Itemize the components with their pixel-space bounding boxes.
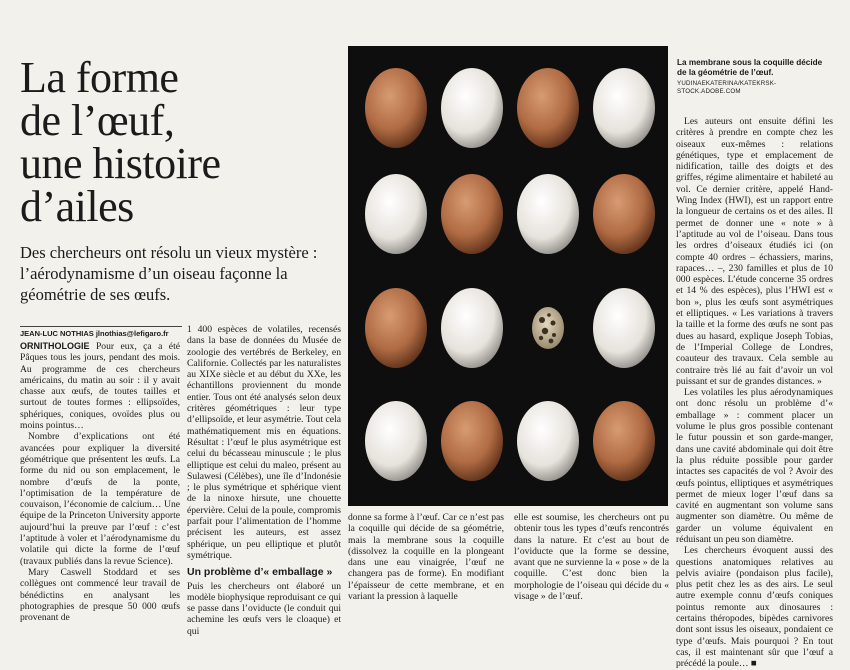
paragraph: Puis les chercheurs ont élaboré un modèle biophysique reproduisant ce qui se passe dans l’oviducte (le conduit qui achemine les œufs vers le cloaque) et qui — [187, 580, 341, 637]
article-column-2 — [187, 324, 341, 637]
brown-egg — [593, 401, 655, 481]
quail-egg-speckle — [539, 317, 545, 323]
paragraph: Les chercheurs évoquent aussi des questions anatomiques relatives au pelvis aviaire (pondaison plus facile), plus petit chez les as des airs. Le seul autre exemple connu d’œufs coniques pointus remonte aux dinosaures : certains théropodes, bipèdes carnivores dont sont issus les oiseaux, pondaient ce type d’œufs. Mais pourquoi ? En tout cas, il est maintenant sûr que l’œuf a précédé la poule… ■ — [676, 545, 833, 670]
white-egg — [441, 68, 503, 148]
paragraph: Nombre d’explications ont été avancées pour expliquer la diversité géométrique que présentent les œufs. La forme du nid ou son emplacement, le nombre d’œufs de la ponte, l’optimisation de la température de couvaison, l’économie de calcium… Une équipe de la Princeton University apporte aujourd’hui la preuve par l’œuf : c’est l’aptitude à voler et l’aérodynamisme du volatile qui dicte la forme de l’œuf (travaux publiés dans la revue Science). — [20, 431, 180, 567]
paragraph-text: Pour eux, ça a été Pâques tous les jours, pendant des mois. Au programme de ces chercheurs américains, du matin au soir : il y avait chasse aux œufs, de toutes tailles et surtout de toutes formes : ellipsoïdes, sphériques, coniques, ovoïdes plus ou moins pointus… — [20, 341, 180, 432]
headline-line: La forme — [20, 53, 179, 102]
quail-egg-speckle — [542, 328, 548, 334]
brown-egg — [365, 68, 427, 148]
article-column-1 — [20, 341, 180, 623]
white-egg — [365, 174, 427, 254]
eggs-photo — [348, 46, 668, 506]
headline-line: de l’œuf, — [20, 96, 175, 145]
paragraph: Les volatiles les plus aérodynamiques ont donc résolu un problème d’« emballage » : comment placer un volume le plus gros possible contenant le futur poussin et son garde-manger, dans une cavité abdominale qui doit être la plus réduite possible pour garder intactes ses capacités de vol ? Avoir des œufs pointus, elliptiques et asymétriques permet de mieux loger l’œuf dans sa cavité en augmentant son volume sans augmenter son diamètre. Ou même de garder un volume équivalent en réduisant un peu son diamètre. — [676, 387, 833, 545]
article-column-3 — [348, 512, 504, 602]
eggs-illustration — [348, 46, 668, 506]
brown-egg — [517, 68, 579, 148]
kicker: ORNITHOLOGIE — [20, 341, 90, 351]
quail-egg-speckle — [551, 321, 556, 326]
subheading: Un problème d’« emballage » — [187, 566, 333, 579]
caption-credit: YUDINAEKATERINA/KATEKRSK-STOCK.ADOBE.COM — [677, 80, 777, 95]
quail-egg-speckle — [552, 333, 556, 337]
quail-egg-speckle — [549, 339, 554, 344]
article-column-5 — [676, 116, 833, 670]
white-egg — [517, 401, 579, 481]
photo-caption — [677, 58, 832, 96]
paragraph: Les auteurs ont ensuite défini les critères à prendre en compte chez les oiseaux eux-mêmes : relations génétiques, type et emplacement de nidification, taille des doigts et des griffes, régime alimentaire et habileté au vol. Ce dernier critère, appelé Hand-Wing Index (HWI), est un rapport entre la longueur de certains os et des ailes. Il permet de donner une « note » à l’aptitude au vol de l’oiseau. Dans tous les ordres d’oiseaux étudiés ici (on compte 40 ordres – échassiers, marins, rapaces… –, 230 familles et plus de 10 000 espèces. L’étude concerne 35 ordres et 14 % des espèces), plus l’HWI est « bon », plus les œufs sont asymétriques et elliptiques. « Les variations à travers la taille et la forme des œufs ne sont pas dues au hasard, explique Joseph Tobias, de l’Imperial College de Londres, coauteur des travaux. Cela semble au contraire très lié au fait d’avoir un vol puissant et sur de grandes distances. » — [676, 116, 833, 387]
brown-egg — [441, 174, 503, 254]
quail-egg — [532, 307, 564, 349]
paragraph: 1 400 espèces de volatiles, recensés dans la base de données du Musée de zoologie des vertébrés de Berkeley, en Californie. Collectés par les naturalistes au XIXe siècle et au début du XXe, les échantillons proviennent du monde entier. Tous ont été analysés selon deux critères géométriques : leur type d’ellipsoïde, et leur asymétrie. Tout cela mathématiquement mis en équations. Résultat : l’œuf le plus asymétrique est celui du bécasseau minuscule ; le plus elliptique est celui du maleo, présent au Sulawesi (Célèbes), une île d’Indonésie ; le plus symétrique et sphérique vient de la ninoxe hirsute, une chouette épervière. Celui de la poule, compromis parfait pour l’alimentation de l’homme précisent les auteurs, est assez sphérique, un peu elliptique et plutôt symétrique. — [187, 324, 341, 561]
paragraph: donne sa forme à l’œuf. Car ce n’est pas la coquille qui décide de sa géométrie, mais la membrane sous la coquille (dissolvez la coquille en la plongeant dans une eau vinaigrée, l’œuf ne changera pas de forme). En modifiant l’épaisseur de cette membrane, et en variant la pression à laquelle — [348, 512, 504, 603]
paragraph: Mary Caswell Stoddard et ses collègues ont commencé leur travail de bénédictins en analysant les photographies de presque 50 000 œufs provenant de — [20, 566, 180, 624]
caption-title: La membrane sous la coquille décide de la géométrie de l’œuf. — [677, 58, 823, 77]
article-column-4 — [514, 512, 669, 602]
paragraph — [20, 341, 180, 431]
headline-line: une histoire — [20, 139, 221, 188]
brown-egg — [365, 288, 427, 368]
byline: JEAN-LUC NOTHIAS jlnothias@lefigaro.fr — [20, 326, 182, 338]
white-egg — [593, 68, 655, 148]
headline — [20, 53, 320, 231]
paragraph: elle est soumise, les chercheurs ont pu obtenir tous les types d’œufs rencontrés dans la nature. Et c’est au bout de l’oviducte que la forme se dessine, avant que ne survienne la « pose » de la coquille. C’est donc bien la morphologie de l’oiseau qui décide du « visage » de l’œuf. — [514, 512, 669, 603]
quail-egg-speckle — [539, 336, 543, 340]
white-egg — [517, 174, 579, 254]
quail-egg-speckle — [547, 313, 551, 317]
subtitle: Des chercheurs ont résolu un vieux mystère : l’aérodynamisme d’un oiseau façonne la géométrie de ses œufs. — [20, 243, 318, 304]
brown-egg — [593, 174, 655, 254]
white-egg — [593, 288, 655, 368]
white-egg — [365, 401, 427, 481]
white-egg — [441, 288, 503, 368]
brown-egg — [441, 401, 503, 481]
headline-line: d’ailes — [20, 182, 134, 231]
